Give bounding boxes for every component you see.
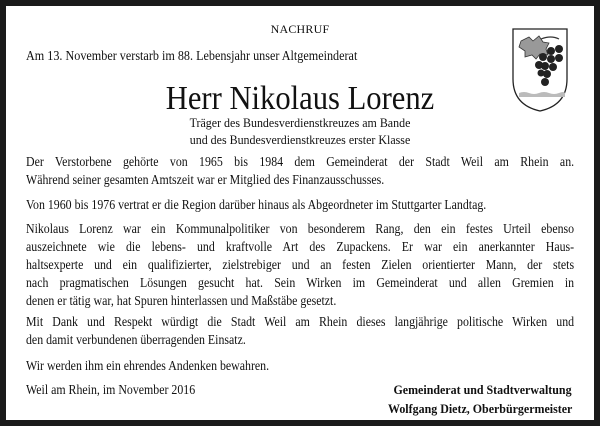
honor-line-2: und des Bundesverdienstkreuzes erster Klasse [189, 132, 411, 147]
text-line: Nikolaus Lorenz war ein Kommunalpolitiker von besonderem Rang, den ein festes Urteil ebenso [26, 221, 575, 236]
signature-line-2: Wolfgang Dietz, Oberbürgermeister [387, 401, 572, 416]
text-line: haltsexperte und ein qualifizierter, zielstrebiger und an festen Zielen orientierter Mann, der stets [26, 257, 575, 272]
deceased-name: Herr Nikolaus Lorenz [165, 80, 435, 117]
intro-line: Am 13. November verstarb im 88. Lebensjahr unser Altgemeinderat [26, 48, 358, 63]
paragraph-tribute [26, 220, 574, 310]
paragraph-thanks [26, 313, 574, 349]
text-line: Wir werden ihm ein ehrendes Andenken bewahren. [26, 358, 270, 373]
text-line: Während seiner gesamten Amtszeit war er Mitglied des Finanzausschusses. [26, 172, 385, 187]
notice-heading: NACHRUF [270, 22, 330, 36]
place-date-text: Weil am Rhein, im November 2016 [26, 382, 196, 397]
text-line: Von 1960 bis 1976 vertrat er die Region darüber hinaus als Abgeordneter im Stuttgarter Landtag. [26, 197, 487, 212]
text-line: auszeichnete wie die lebens- und kraftvolle Art des Zupackens. Er war ein anerkannter Haus- [26, 239, 575, 254]
text-line: nach pragmatischen Lösungen gesucht hat. Sein Wirken im Gemeinderat und allen Gremien in [26, 275, 575, 290]
paragraph-landtag [26, 196, 574, 214]
honor-line-1: Träger des Bundesverdienstkreuzes am Bande [189, 115, 411, 130]
signature-line-1: Gemeinderat und Stadtverwaltung [393, 382, 572, 397]
obituary-notice [6, 6, 594, 420]
paragraph-memory [26, 357, 574, 375]
text-line: den damit verbundenen überragenden Einsatz. [26, 332, 246, 347]
text-line: denen er tätig war, hat Spuren hinterlassen und Maßstäbe gesetzt. [26, 293, 337, 308]
text-line: Der Verstorbene gehörte von 1965 bis 1984 dem Gemeinderat der Stadt Weil am Rhein an. [26, 154, 575, 169]
paragraph-career [26, 153, 574, 189]
text-line: Mit Dank und Respekt würdigt die Stadt Weil am Rhein dieses langjährige politische Wirken und [26, 314, 575, 329]
coat-of-arms-grapes-icon [511, 27, 569, 113]
